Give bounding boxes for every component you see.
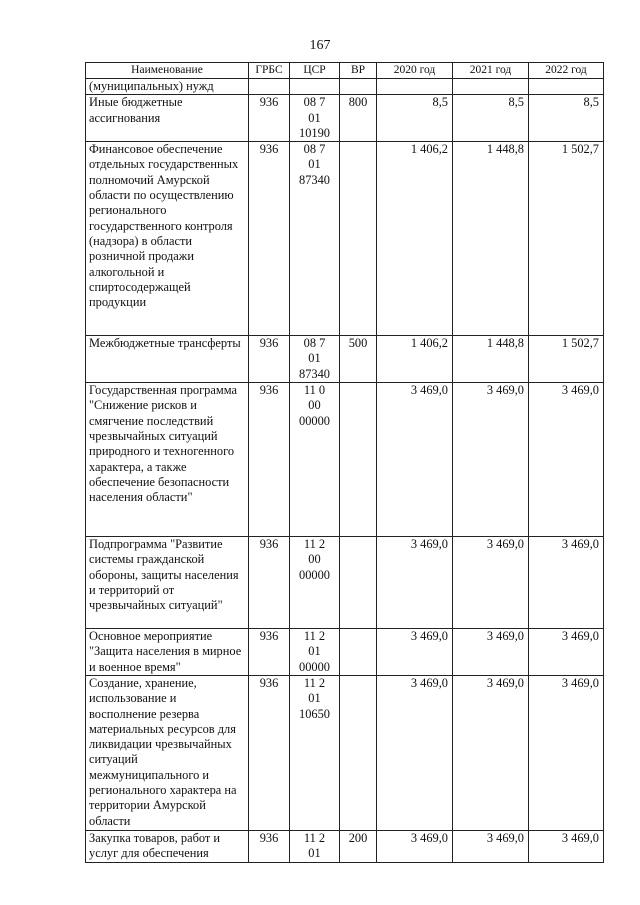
row-grbs: 936 — [249, 383, 290, 537]
row-name: (муниципальных) нужд — [86, 79, 249, 95]
table-row — [86, 79, 604, 95]
row-2021: 1 448,8 — [453, 336, 529, 383]
csr-part: 87340 — [299, 172, 330, 187]
header-2021: 2021 год — [453, 63, 529, 79]
header-2022: 2022 год — [529, 63, 604, 79]
csr-part: 11 2 — [303, 830, 326, 845]
csr-part: 11 2 — [303, 629, 326, 644]
row-2021: 3 469,0 — [453, 675, 529, 830]
row-2022: 1 502,7 — [529, 336, 604, 383]
csr-part: 01 — [308, 691, 321, 706]
row-2022: 3 469,0 — [529, 675, 604, 830]
row-2022: 3 469,0 — [529, 629, 604, 676]
row-2022: 8,5 — [529, 95, 604, 142]
page-number: 167 — [309, 38, 331, 53]
row-name: Создание, хранение, использование и восполнение резерва материальных ресурсов для ликвидации чрезвычайных ситуаций межмуниципального и регионального характера на территории Амурской области — [86, 675, 249, 830]
header-name: Наименование — [86, 63, 249, 79]
row-name: Закупка товаров, работ и услуг для обеспечения — [86, 830, 249, 862]
row-2020 — [377, 79, 453, 95]
row-vr: 200 — [340, 830, 377, 862]
row-2021: 3 469,0 — [453, 537, 529, 629]
header-vr: ВР — [340, 63, 377, 79]
csr-part: 11 2 — [303, 675, 326, 690]
row-name: Финансовое обеспечение отдельных государственных полномочий Амурской области по осуществлению регионального государственного контроля (надзора) в области розничной продажи алкогольной и спиртосодержащей продукции — [86, 142, 249, 336]
row-2022: 3 469,0 — [529, 537, 604, 629]
row-csr — [290, 537, 340, 629]
row-2020: 3 469,0 — [377, 629, 453, 676]
row-csr — [290, 830, 340, 862]
row-csr — [290, 675, 340, 830]
csr-part: 00 — [308, 552, 321, 567]
table-row — [86, 95, 604, 142]
table-row — [86, 629, 604, 676]
csr-part: 10190 — [299, 125, 330, 140]
row-name: Иные бюджетные ассигнования — [86, 95, 249, 142]
csr-part: 10650 — [299, 706, 330, 721]
row-name: Межбюджетные трансферты — [86, 336, 249, 383]
row-2021: 3 469,0 — [453, 830, 529, 862]
row-2020: 3 469,0 — [377, 675, 453, 830]
csr-part: 01 — [308, 110, 321, 125]
row-vr — [340, 383, 377, 537]
row-name: Государственная программа "Снижение рисков и смягчение последствий чрезвычайных ситуаций природного и техногенного характера, а также обеспечение безопасности населения области" — [86, 383, 249, 537]
row-name: Подпрограмма "Развитие системы гражданской обороны, защиты населения и территорий от чрезвычайных ситуаций" — [86, 537, 249, 629]
row-grbs: 936 — [249, 142, 290, 336]
row-csr — [290, 336, 340, 383]
csr-part: 87340 — [299, 366, 330, 381]
table-row — [86, 675, 604, 830]
row-grbs: 936 — [249, 537, 290, 629]
row-csr — [290, 629, 340, 676]
budget-table — [85, 62, 604, 863]
row-grbs: 936 — [249, 336, 290, 383]
table-row — [86, 383, 604, 537]
header-row — [86, 63, 604, 79]
row-vr — [340, 79, 377, 95]
csr-part: 01 — [308, 351, 321, 366]
row-2021 — [453, 79, 529, 95]
row-vr — [340, 537, 377, 629]
row-grbs — [249, 79, 290, 95]
row-csr — [290, 79, 340, 95]
header-grbs: ГРБС — [249, 63, 290, 79]
header-csr: ЦСР — [290, 63, 340, 79]
row-vr — [340, 142, 377, 336]
csr-part: 01 — [308, 157, 321, 172]
row-2021: 3 469,0 — [453, 383, 529, 537]
row-2020: 1 406,2 — [377, 142, 453, 336]
row-grbs: 936 — [249, 830, 290, 862]
header-2020: 2020 год — [377, 63, 453, 79]
table-row — [86, 537, 604, 629]
row-grbs: 936 — [249, 629, 290, 676]
csr-part: 00 — [308, 398, 321, 413]
row-2021: 1 448,8 — [453, 142, 529, 336]
csr-part: 11 2 — [303, 537, 326, 552]
csr-part: 01 — [308, 846, 321, 861]
csr-part: 08 7 — [303, 336, 326, 351]
csr-part: 00000 — [299, 659, 330, 674]
table-row — [86, 830, 604, 862]
row-2022: 3 469,0 — [529, 830, 604, 862]
row-vr: 500 — [340, 336, 377, 383]
row-vr — [340, 629, 377, 676]
row-2022 — [529, 79, 604, 95]
table-row — [86, 336, 604, 383]
row-2020: 3 469,0 — [377, 830, 453, 862]
row-2020: 3 469,0 — [377, 537, 453, 629]
csr-part: 08 7 — [303, 95, 326, 110]
row-2021: 8,5 — [453, 95, 529, 142]
csr-part: 00000 — [299, 413, 330, 428]
row-csr — [290, 142, 340, 336]
row-grbs: 936 — [249, 675, 290, 830]
row-csr — [290, 383, 340, 537]
row-2020: 8,5 — [377, 95, 453, 142]
row-vr: 800 — [340, 95, 377, 142]
csr-part: 00000 — [299, 567, 330, 582]
row-csr — [290, 95, 340, 142]
row-2020: 1 406,2 — [377, 336, 453, 383]
row-name: Основное мероприятие "Защита населения в мирное и военное время" — [86, 629, 249, 676]
row-grbs: 936 — [249, 95, 290, 142]
row-2021: 3 469,0 — [453, 629, 529, 676]
csr-part: 01 — [308, 644, 321, 659]
row-2022: 1 502,7 — [529, 142, 604, 336]
table-row — [86, 142, 604, 336]
csr-part: 08 7 — [303, 142, 326, 157]
row-2022: 3 469,0 — [529, 383, 604, 537]
row-vr — [340, 675, 377, 830]
row-2020: 3 469,0 — [377, 383, 453, 537]
csr-part: 11 0 — [303, 383, 326, 398]
